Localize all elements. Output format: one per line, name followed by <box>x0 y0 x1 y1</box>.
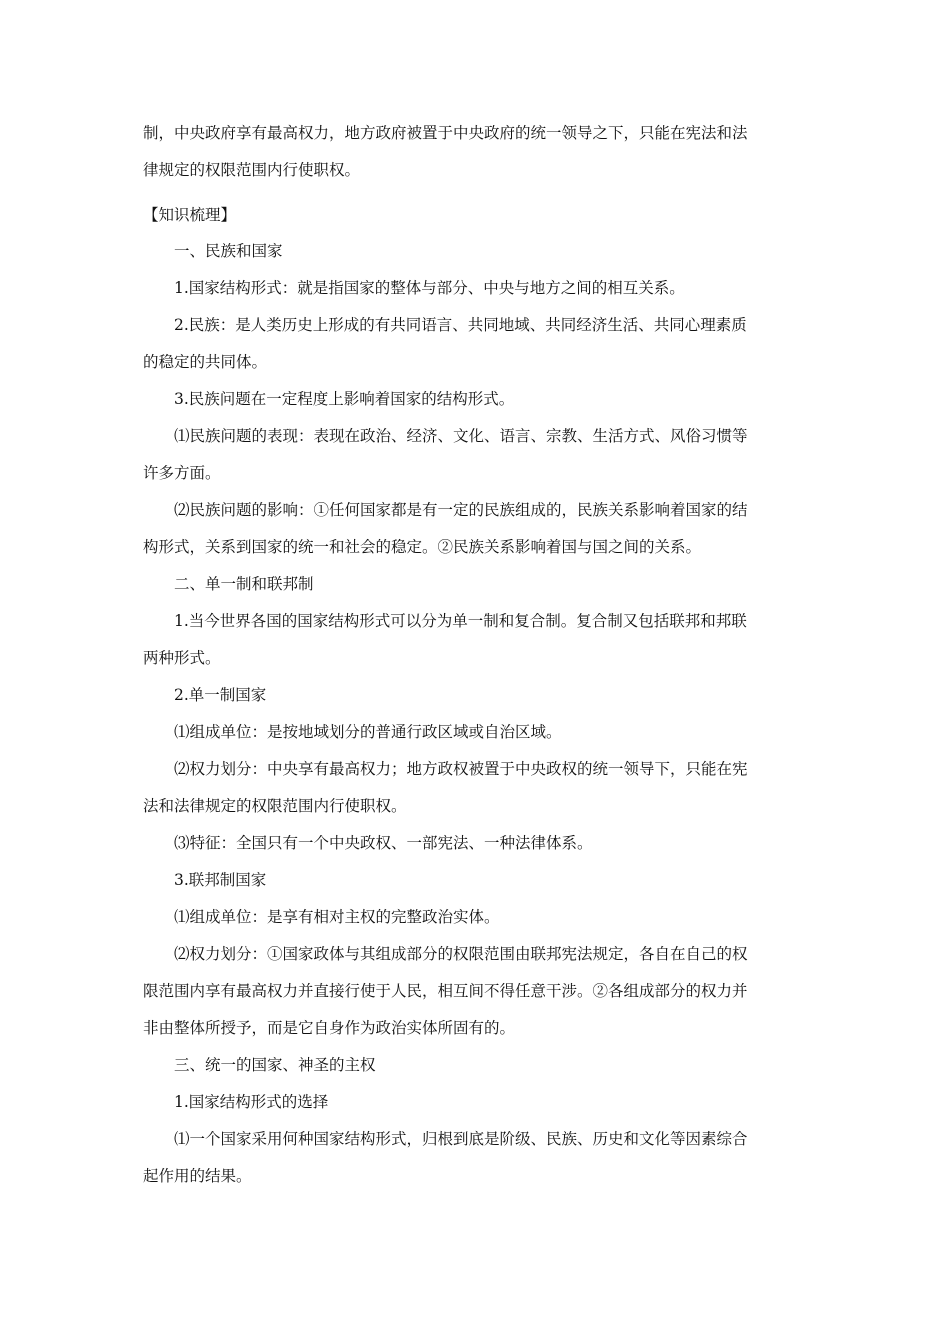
text-line: ⑴民族问题的表现：表现在政治、经济、文化、语言、宗教、生活方式、风俗习惯等 <box>174 427 748 445</box>
text-line: 非由整体所授予，而是它自身作为政治实体所固有的。 <box>143 1019 516 1037</box>
text-line: 1.当今世界各国的国家结构形式可以分为单一制和复合制。复合制又包括联邦和邦联 <box>174 612 747 630</box>
text-line: 许多方面。 <box>143 464 221 482</box>
text-line: ⑶特征：全国只有一个中央政权、一部宪法、一种法律体系。 <box>174 834 593 852</box>
text-line: 3.民族问题在一定程度上影响着国家的结构形式。 <box>174 390 515 408</box>
text-line: 两种形式。 <box>143 649 221 667</box>
section-heading: 二、单一制和联邦制 <box>174 575 314 593</box>
subsection-heading: 1.国家结构形式的选择 <box>174 1093 329 1111</box>
section-heading: 一、民族和国家 <box>174 242 283 260</box>
text-line: 律规定的权限范围内行使职权。 <box>143 161 361 179</box>
section-heading: 三、统一的国家、神圣的主权 <box>174 1056 376 1074</box>
text-line: ⑴组成单位：是享有相对主权的完整政治实体。 <box>174 908 500 926</box>
text-line: 限范围内享有最高权力并直接行使于人民，相互间不得任意干涉。②各组成部分的权力并 <box>143 982 748 1000</box>
text-line: 起作用的结果。 <box>143 1167 252 1185</box>
text-line: 构形式，关系到国家的统一和社会的稳定。②民族关系影响着国与国之间的关系。 <box>143 538 702 556</box>
section-heading: 【知识梳理】 <box>143 206 237 224</box>
text-line: ⑴组成单位：是按地域划分的普通行政区域或自治区域。 <box>174 723 562 741</box>
text-line: ⑵民族问题的影响：①任何国家都是有一定的民族组成的，民族关系影响着国家的结 <box>174 501 748 519</box>
text-line: 的稳定的共同体。 <box>143 353 268 371</box>
text-line: 制，中央政府享有最高权力，地方政府被置于中央政府的统一领导之下，只能在宪法和法 <box>143 124 748 142</box>
subsection-heading: 2.单一制国家 <box>174 686 267 704</box>
subsection-heading: 3.联邦制国家 <box>174 871 267 889</box>
text-line: ⑴一个国家采用何种国家结构形式，归根到底是阶级、民族、历史和文化等因素综合 <box>174 1130 748 1148</box>
text-line: 1.国家结构形式：就是指国家的整体与部分、中央与地方之间的相互关系。 <box>174 279 685 297</box>
text-line: 2.民族：是人类历史上形成的有共同语言、共同地域、共同经济生活、共同心理素质 <box>174 316 747 334</box>
text-line: ⑵权力划分：①国家政体与其组成部分的权限范围由联邦宪法规定，各自在自己的权 <box>174 945 748 963</box>
text-line: 法和法律规定的权限范围内行使职权。 <box>143 797 407 815</box>
text-line: ⑵权力划分：中央享有最高权力；地方政权被置于中央政权的统一领导下，只能在宪 <box>174 760 748 778</box>
